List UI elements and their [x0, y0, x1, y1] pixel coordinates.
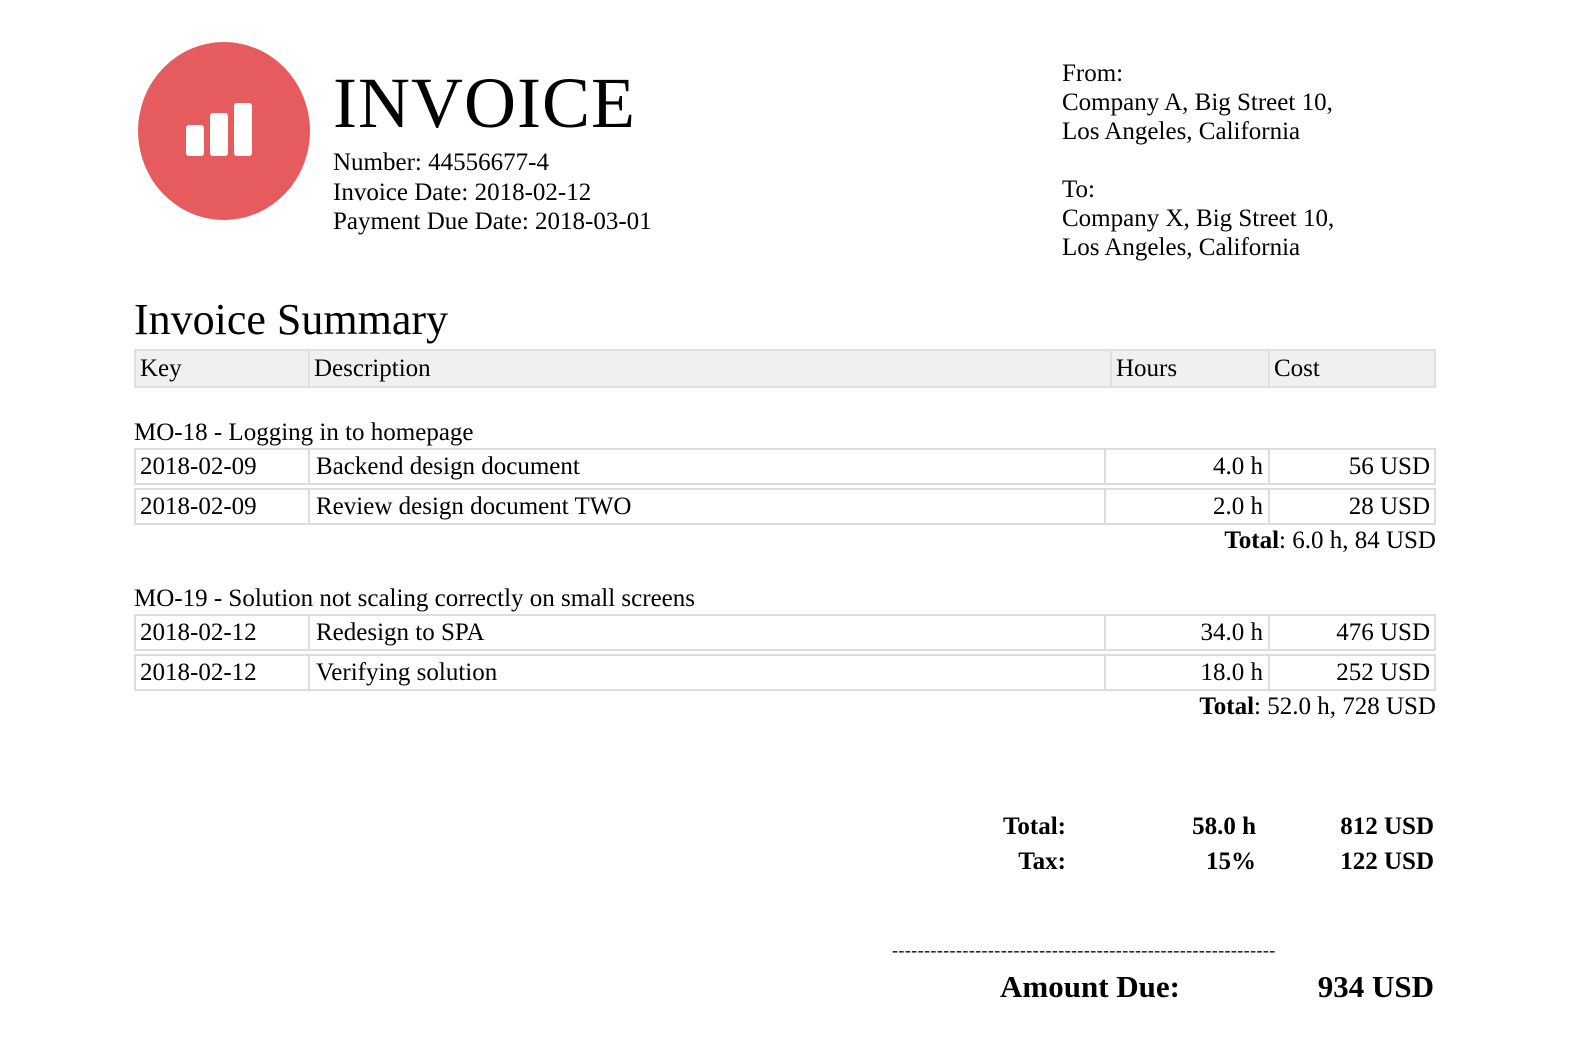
row-description: Backend design document — [310, 450, 1106, 483]
to-label: To: — [1062, 176, 1095, 203]
group-total — [1199, 692, 1436, 722]
amount-due-label: Amount Due: — [1000, 969, 1180, 1004]
group-rows — [134, 614, 1436, 694]
column-header-key: Key — [136, 351, 310, 386]
totals-separator: ------------------------------------------------------------ — [892, 940, 1276, 960]
from-line-1: Company A, Big Street 10, — [1062, 89, 1333, 116]
row-cost: 28 USD — [1348, 493, 1430, 520]
row-description: Review design document TWO — [310, 490, 1106, 523]
group-total-label: Total — [1199, 693, 1255, 720]
column-header-description: Description — [310, 351, 1112, 386]
table-row — [134, 448, 1436, 485]
total-label: Total: — [1003, 813, 1066, 840]
tax-rate: 15% — [1206, 848, 1256, 875]
invoice-date: Invoice Date: 2018-02-12 — [333, 178, 592, 206]
total-hours: 58.0 h — [1192, 813, 1256, 840]
column-header-hours: Hours — [1112, 351, 1270, 386]
to-address — [1062, 175, 1334, 262]
group-total-value: : 52.0 h, 728 USD — [1254, 693, 1436, 720]
row-cost: 56 USD — [1348, 453, 1430, 480]
row-hours: 2.0 h — [1106, 490, 1270, 523]
row-cost: 252 USD — [1336, 659, 1430, 686]
to-line-1: Company X, Big Street 10, — [1062, 205, 1335, 232]
row-cost: 476 USD — [1336, 619, 1430, 646]
to-line-2: Los Angeles, California — [1062, 234, 1301, 261]
from-address — [1062, 59, 1333, 146]
from-line-2: Los Angeles, California — [1062, 118, 1301, 145]
column-header-cost: Cost — [1274, 355, 1320, 382]
invoice-title: INVOICE — [333, 63, 636, 143]
amount-due-value: 934 USD — [1317, 969, 1434, 1004]
table-row — [134, 654, 1436, 691]
row-description: Verifying solution — [310, 656, 1106, 689]
invoice-meta — [333, 148, 652, 237]
summary-title: Invoice Summary — [134, 295, 449, 344]
bar-chart-icon — [138, 42, 310, 220]
group-total — [1224, 526, 1436, 556]
group-rows — [134, 448, 1436, 528]
row-key: 2018-02-12 — [136, 616, 310, 649]
invoice-number: Number: 44556677-4 — [333, 149, 549, 176]
tax-label: Tax: — [1018, 848, 1066, 875]
row-description: Redesign to SPA — [310, 616, 1106, 649]
row-key: 2018-02-09 — [136, 450, 310, 483]
tax-cost: 122 USD — [1340, 848, 1434, 875]
group-title: MO-18 - Logging in to homepage — [134, 419, 474, 446]
row-hours: 18.0 h — [1106, 656, 1270, 689]
table-row — [134, 488, 1436, 525]
group-title: MO-19 - Solution not scaling correctly on small screens — [134, 585, 695, 612]
total-cost: 812 USD — [1340, 813, 1434, 840]
row-key: 2018-02-09 — [136, 490, 310, 523]
from-label: From: — [1062, 60, 1124, 87]
row-hours: 34.0 h — [1106, 616, 1270, 649]
group-total-value: : 6.0 h, 84 USD — [1279, 527, 1436, 554]
payment-due-date: Payment Due Date: 2018-03-01 — [333, 208, 652, 235]
table-header — [134, 349, 1436, 388]
company-logo — [138, 42, 310, 220]
row-hours: 4.0 h — [1106, 450, 1270, 483]
row-key: 2018-02-12 — [136, 656, 310, 689]
table-row — [134, 614, 1436, 651]
group-total-label: Total — [1224, 527, 1280, 554]
